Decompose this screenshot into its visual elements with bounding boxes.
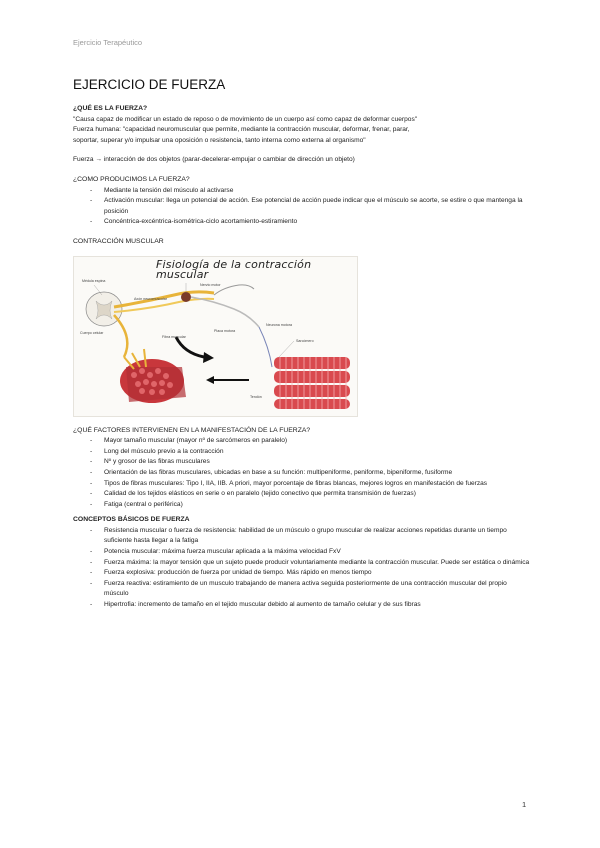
section-heading-how-produce: ¿COMO PRODUCIMOS LA FUERZA?: [73, 175, 190, 183]
list-item: - Mayor tamaño muscular (mayor nº de sarcómeros en paralelo): [73, 436, 533, 447]
page-number: 1: [522, 800, 527, 809]
list-item: - Long del músculo previo a la contracción: [73, 447, 533, 458]
figure-title: Fisiología de la contracción muscular: [156, 257, 312, 282]
label-spinal-cord: Médula espina: [82, 278, 106, 283]
list-item: - Mediante la tensión del músculo al activarse: [73, 186, 533, 197]
list-item: - Fatiga (central o periférica): [73, 500, 533, 511]
section-heading-what-is-force: ¿QUÉ ES LA FUERZA?: [73, 105, 148, 112]
label-sarcomere: Sarcómero: [296, 338, 314, 343]
list-item: - Concéntrica-excéntrica-isométrica-ciclo acortamiento-estiramiento: [73, 217, 533, 228]
section-heading-contraction: CONTRACCIÓN MUSCULAR: [73, 237, 164, 245]
list-item: - Potencia muscular: máxima fuerza muscular aplicada a la máxima velocidad FxV: [73, 547, 533, 558]
concepts-list: [73, 526, 533, 611]
document-body: [73, 104, 533, 611]
label-axon: Axón neuromuscular: [134, 296, 167, 301]
list-item: - Nº y grosor de las fibras musculares: [73, 457, 533, 468]
quote-line: "Causa capaz de modificar un estado de reposo o de movimiento de un cuerpo así como capaz de deformar cuerpos": [73, 115, 418, 123]
label-cell-body: Cuerpo celular: [80, 330, 104, 335]
definition-line: Fuerza humana: "capacidad neuromuscular que permite, mediante la contracción muscular, deformar, frenar, parar,: [73, 126, 410, 134]
factors-list: [73, 436, 533, 510]
label-muscle-fiber: Fibra muscular: [162, 334, 186, 339]
section-heading-factors: ¿QUÉ FACTORES INTERVIENEN EN LA MANIFESTACIÓN DE LA FUERZA?: [73, 426, 311, 434]
list-item: - Activación muscular: llega un potencial de acción. Ese potencial de acción puede indicar que el músculo se acorte, se estire o que mantenga la posición: [73, 196, 533, 217]
label-motor-neuron: Neurona motora: [266, 322, 292, 327]
page-title: EJERCICIO DE FUERZA: [73, 77, 226, 92]
list-item: - Tipos de fibras musculares: Tipo I, IIA, IIB. A priori, mayor porcentaje de fibras blancas, mejores logros en manifestación de fuerzas: [73, 479, 533, 490]
running-header: Ejercicio Terapéutico: [73, 38, 143, 47]
list-item: - Resistencia muscular o fuerza de resistencia: habilidad de un músculo o grupo muscular de realizar acciones repetidas durante un tiempo suficiente hasta llegar a la fatiga: [73, 526, 533, 547]
list-item: - Orientación de las fibras musculares, ubicadas en base a su función: multipeniforme, peniforme, bipeniforme, fusiforme: [73, 468, 533, 479]
section-heading-basic-concepts: CONCEPTOS BÁSICOS DE FUERZA: [73, 516, 190, 524]
label-tendon: Tendón: [250, 394, 262, 399]
label-motor-nerve: Nervio motor: [200, 282, 221, 287]
list-item: - Fuerza máxima: la mayor tensión que un sujeto puede producir voluntariamente mediante la contracción muscular. Puede ser estática o dinámica: [73, 558, 533, 569]
list-item: - Fuerza reactiva: estiramiento de un musculo trabajando de manera activa seguida posteriormente de una contracción muscular del propio músculo: [73, 579, 533, 600]
list-item: - Fuerza explosiva: producción de fuerza por unidad de tiempo. Más rápido en menos tiempo: [73, 568, 533, 579]
definition-line: soportar, superar y/o impulsar una oposición o resistencia, tanto interna como externa al organismo": [73, 136, 366, 144]
label-motor-plate: Placa motora: [214, 328, 236, 333]
list-item: - Calidad de los tejidos elásticos en serie o en paralelo (tejido conectivo que permita transmisión de fuerzas): [73, 489, 533, 500]
how-produce-list: [73, 186, 533, 228]
interaction-line: Fuerza → interacción de dos objetos (parar-decelerar-empujar o cambiar de dirección un objeto): [73, 156, 355, 164]
list-item: - Hipertrofia: incremento de tamaño en el tejido muscular debido al aumento de tamaño celular y de sus fibras: [73, 600, 533, 611]
muscle-contraction-figure: [73, 256, 358, 417]
